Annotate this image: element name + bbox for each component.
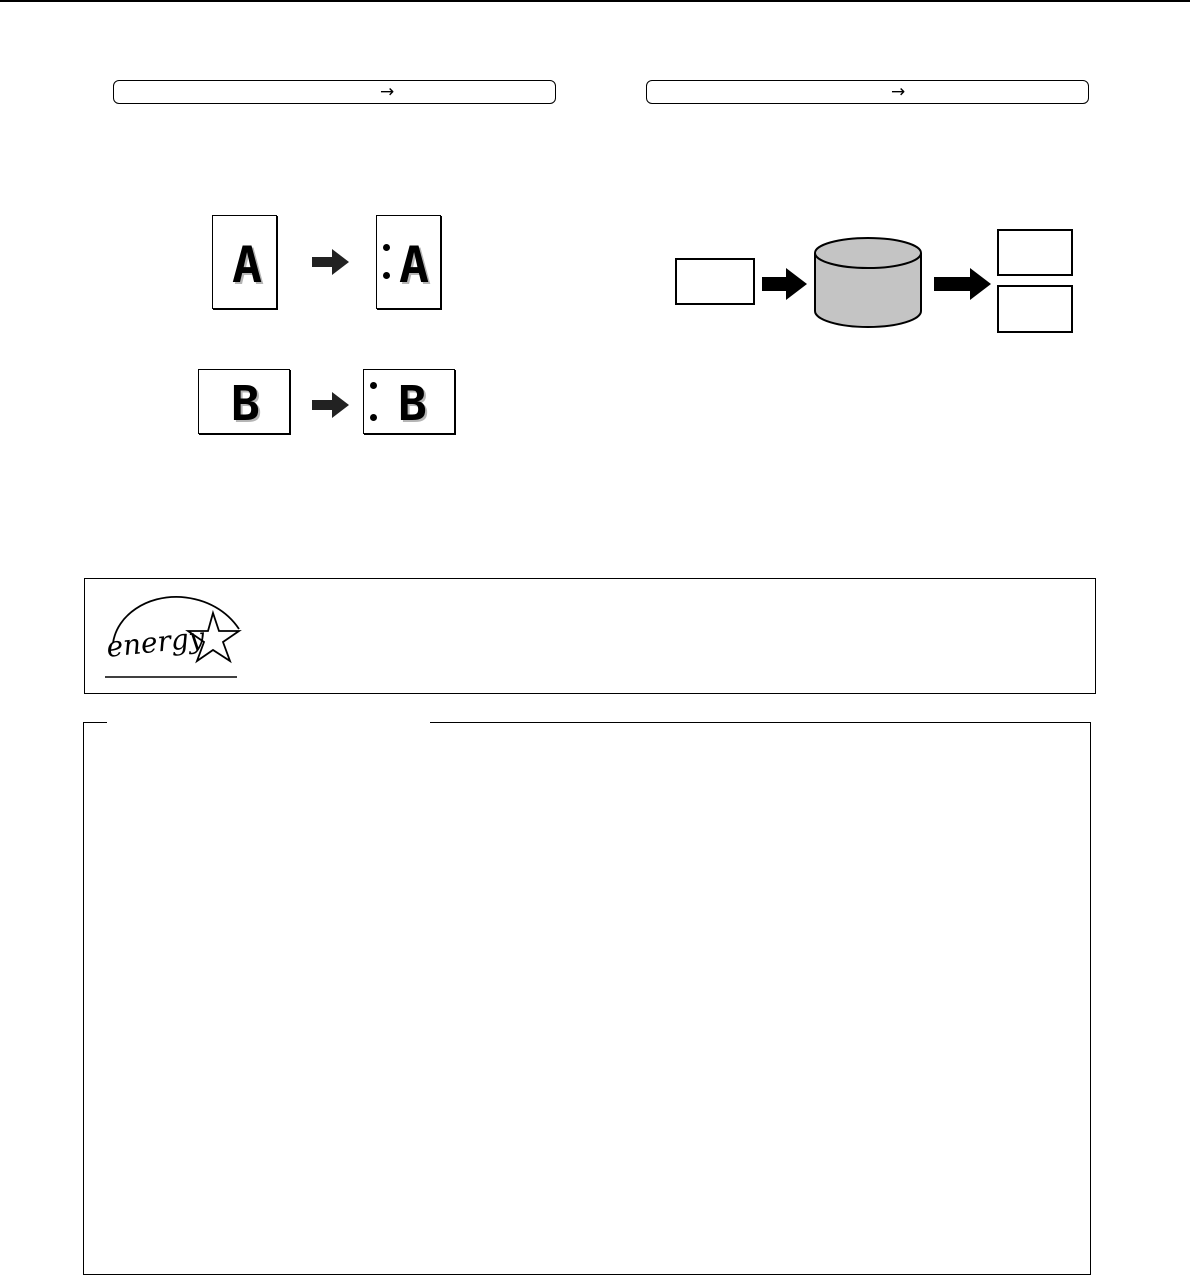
punched-page-landscape [363,369,455,434]
left-section-header [113,80,556,104]
energy-wordmark: energy [104,620,207,664]
arrow-right-icon [312,392,350,418]
original-page-portrait [212,215,277,309]
energy-star-notice [84,578,1096,694]
punched-page-portrait [376,215,441,309]
output-box-bottom [997,285,1073,333]
storage-cylinder-icon [813,236,925,330]
page-letter: A [232,236,263,294]
input-box [675,258,755,305]
page-letter: B [231,376,260,432]
page-letter: B [398,376,427,432]
original-page-landscape [198,369,290,434]
notice-box [83,722,1091,1275]
punch-hole [370,414,377,421]
arrow-right-icon [934,268,992,300]
punch-hole [370,382,377,389]
header-arrow-icon: → [891,82,906,102]
punch-hole [383,272,390,279]
top-rule [0,0,1190,2]
header-arrow-icon: → [380,82,395,102]
punch-hole [383,244,390,251]
right-section-header [646,80,1089,104]
page-letter: A [399,236,430,294]
arrow-right-icon [762,268,808,300]
notice-title-area [107,716,430,728]
output-box-top [997,229,1073,276]
energy-star-logo [103,589,245,681]
arrow-right-icon [312,249,350,275]
